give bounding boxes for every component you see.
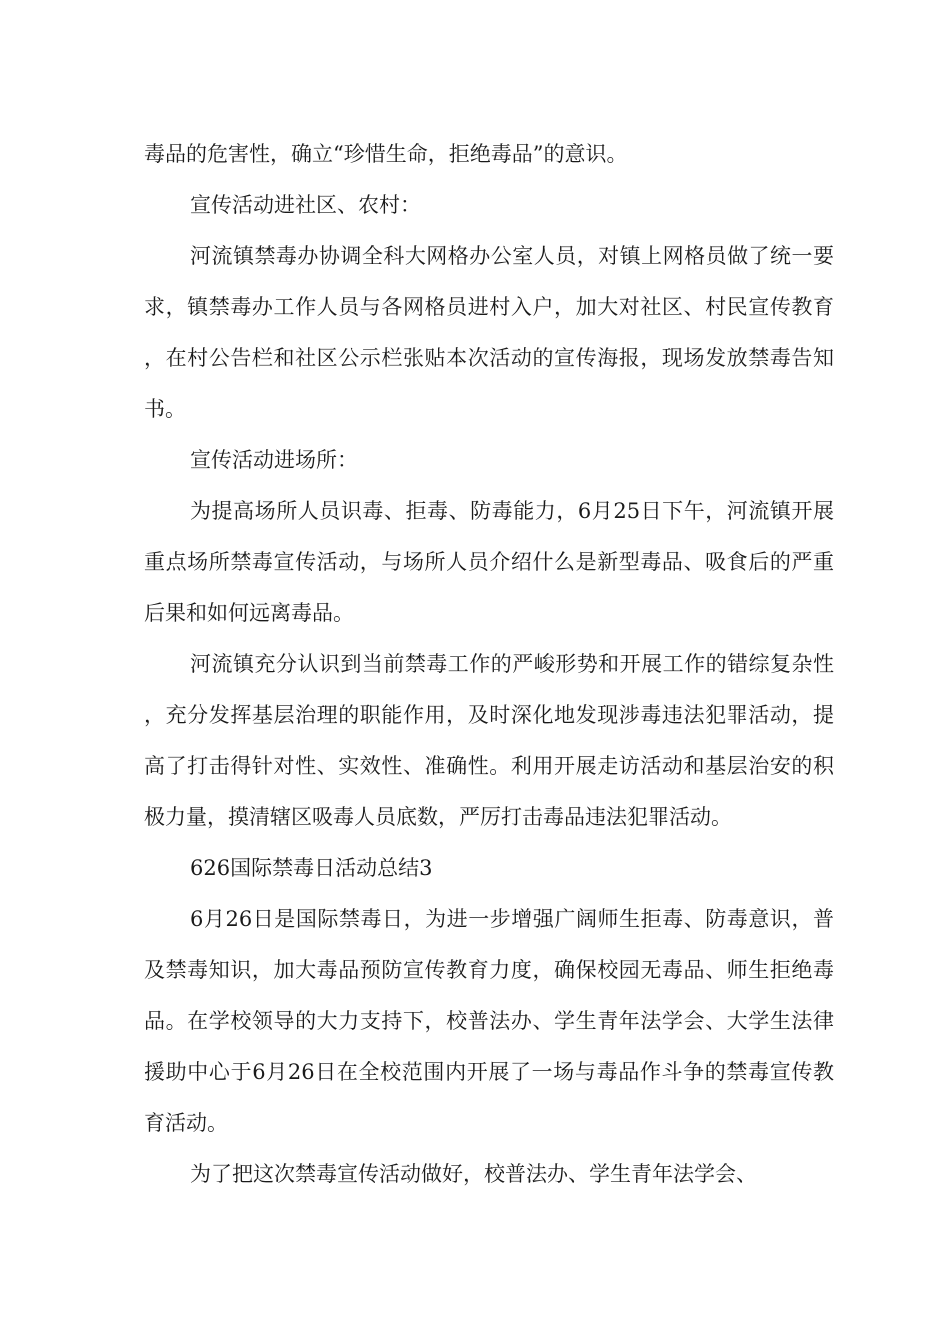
section-heading-community: 宣传活动进社区、农村：: [190, 193, 421, 217]
paragraph-drug-day: 6月26日是国际禁毒日，为进一步增强广阔师生拒毒、防毒意识，普及禁毒知识，加大毒品预防宣传教育力度，确保校园无毒品、师生拒绝毒品。在学校领导的大力支持下，校普法办、学生青年法学会、大学生法律援助中心于6月26日在全校范围内开展了一场与毒品作斗争的禁毒宣传教育活动。: [144, 907, 834, 1135]
paragraph-community: 河流镇禁毒办协调全科大网格办公室人员，对镇上网格员做了统一要求，镇禁毒办工作人员与各网格员进村入户，加大对社区、村民宣传教育，在村公告栏和社区公示栏张贴本次活动的宣传海报，现场发放禁毒告知书。: [144, 244, 834, 421]
document-body: [144, 129, 834, 1200]
section-heading-venues: 宣传活动进场所：: [190, 448, 358, 472]
paragraph-preparation: 为了把这次禁毒宣传活动做好，校普法办、学生青年法学会、: [190, 1162, 757, 1186]
paragraph-venues: 为提高场所人员识毒、拒毒、防毒能力，6月25日下午，河流镇开展重点场所禁毒宣传活动，与场所人员介绍什么是新型毒品、吸食后的严重后果和如何远离毒品。: [144, 499, 834, 625]
section-title-summary-3: 626国际禁毒日活动总结3: [190, 856, 433, 880]
paragraph-continuation: 毒品的危害性，确立“珍惜生命，拒绝毒品”的意识。: [144, 142, 628, 166]
paragraph-governance: 河流镇充分认识到当前禁毒工作的严峻形势和开展工作的错综复杂性，充分发挥基层治理的职能作用，及时深化地发现涉毒违法犯罪活动，提高了打击得针对性、实效性、准确性。利用开展走访活动和基层治安的积极力量，摸清辖区吸毒人员底数，严厉打击毒品违法犯罪活动。: [144, 652, 834, 829]
